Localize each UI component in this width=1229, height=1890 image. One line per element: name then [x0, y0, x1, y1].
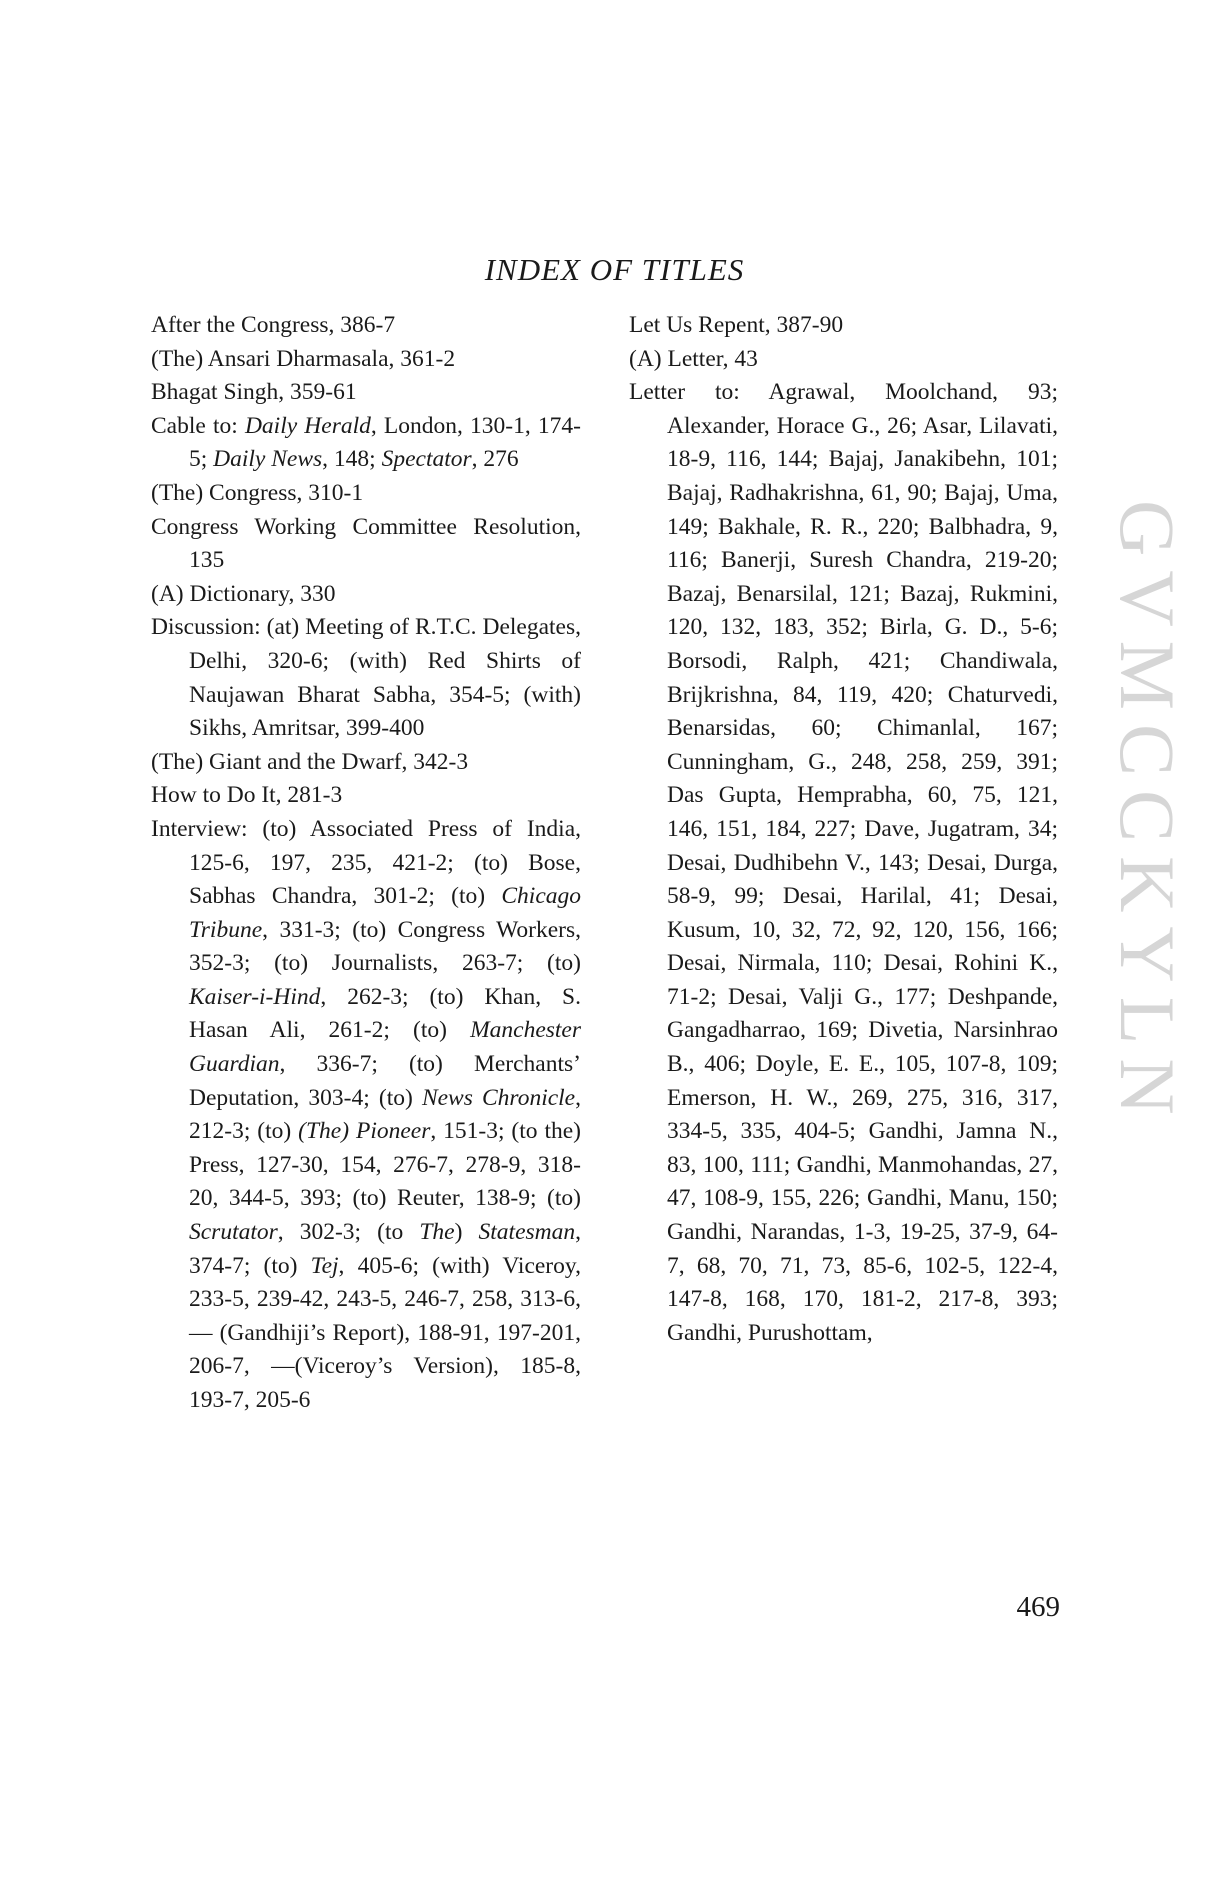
- left-column: [151, 309, 581, 1418]
- index-entry: (The) Giant and the Dwarf, 342-3: [151, 748, 469, 775]
- index-entry: Letter to: Agrawal, Moolchand, 93; Alexander, Horace G., 26; Asar, Lilavati, 18-9, 116, 144; Bajaj, Janakibehn, 101; Bajaj, Radhakrishna, 61, 90; Bajaj, Uma, 149; Bakhale, R. R., 220; Balbhadra, 9, 116; Banerji, Suresh Chandra, 219-20; Bazaj, Benarsilal, 121; Bazaj, Rukmini, 120, 132, 183, 352; Birla, G. D., 5-6; Borsodi, Ralph, 421; Chandiwala, Brijkrishna, 84, 119, 420; Chaturvedi, Benarsidas, 60; Chimanlal, 167; Cunningham, G., 248, 258, 259, 391; Das Gupta, Hemprabha, 60, 75, 121, 146, 151, 184, 227; Dave, Jugatram, 34; Desai, Dudhibehn V., 143; Desai, Durga, 58-9, 99; Desai, Harilal, 41; Desai, Kusum, 10, 32, 72, 92, 120, 156, 166; Desai, Nirmala, 110; Desai, Rohini K., 71-2; Desai, Valji G., 177; Deshpande, Gangadharrao, 169; Divetia, Narsinhrao B., 406; Doyle, E. E., 105, 107-8, 109; Emerson, H. W., 269, 275, 316, 317, 334-5, 335, 404-5; Gandhi, Jamna N., 83, 100, 111; Gandhi, Manmohandas, 27, 47, 108-9, 155, 226; Gandhi, Manu, 150; Gandhi, Narandas, 1-3, 19-25, 37-9, 64-7, 68, 70, 71, 73, 85-6, 102-5, 122-4, 147-8, 168, 170, 181-2, 217-8, 393; Gandhi, Purushottam,: [629, 379, 1058, 1346]
- index-entry: (A) Dictionary, 330: [151, 580, 336, 607]
- right-column: [629, 309, 1058, 1350]
- index-entry: Congress Working Committee Resolution, 135: [151, 513, 581, 574]
- index-entry: (The) Ansari Dharmasala, 361-2: [151, 345, 456, 372]
- index-entry: (The) Congress, 310-1: [151, 479, 364, 506]
- index-entry: Cable to: Daily Herald, London, 130-1, 174-5; Daily News, 148; Spectator, 276: [151, 412, 581, 473]
- index-entry: Discussion: (at) Meeting of R.T.C. Delegates, Delhi, 320-6; (with) Red Shirts of Naujawan Bharat Sabha, 354-5; (with) Sikhs, Amritsar, 399-400: [151, 614, 581, 742]
- watermark: GVMCCKYLN: [1104, 500, 1191, 1129]
- index-entry: How to Do It, 281-3: [151, 782, 343, 809]
- index-entry: Interview: (to) Associated Press of India, 125-6, 197, 235, 421-2; (to) Bose, Sabhas Chandra, 301-2; (to) Chicago Tribune, 331-3; (to) Congress Workers, 352-3; (to) Journalists, 263-7; (to) Kaiser-i-Hind, 262-3; (to) Khan, S. Hasan Ali, 261-2; (to) Manchester Guardian, 336-7; (to) Merchants’ Deputation, 303-4; (to) News Chronicle, 212-3; (to) (The) Pioneer, 151-3; (to the) Press, 127-30, 154, 276-7, 278-9, 318-20, 344-5, 393; (to) Reuter, 138-9; (to) Scrutator, 302-3; (to The) Statesman, 374-7; (to) Tej, 405-6; (with) Viceroy, 233-5, 239-42, 243-5, 246-7, 258, 313-6,— (Gandhiji’s Report), 188-91, 197-201, 206-7, —(Viceroy’s Version), 185-8, 193-7, 205-6: [151, 815, 581, 1413]
- page-title: INDEX OF TITLES: [484, 252, 745, 287]
- index-entry: Let Us Repent, 387-90: [629, 312, 844, 338]
- index-entry: Bhagat Singh, 359-61: [151, 379, 357, 406]
- index-entry: After the Congress, 386-7: [151, 312, 396, 338]
- page-number: 469: [1016, 1591, 1060, 1623]
- index-entry: (A) Letter, 43: [629, 345, 758, 372]
